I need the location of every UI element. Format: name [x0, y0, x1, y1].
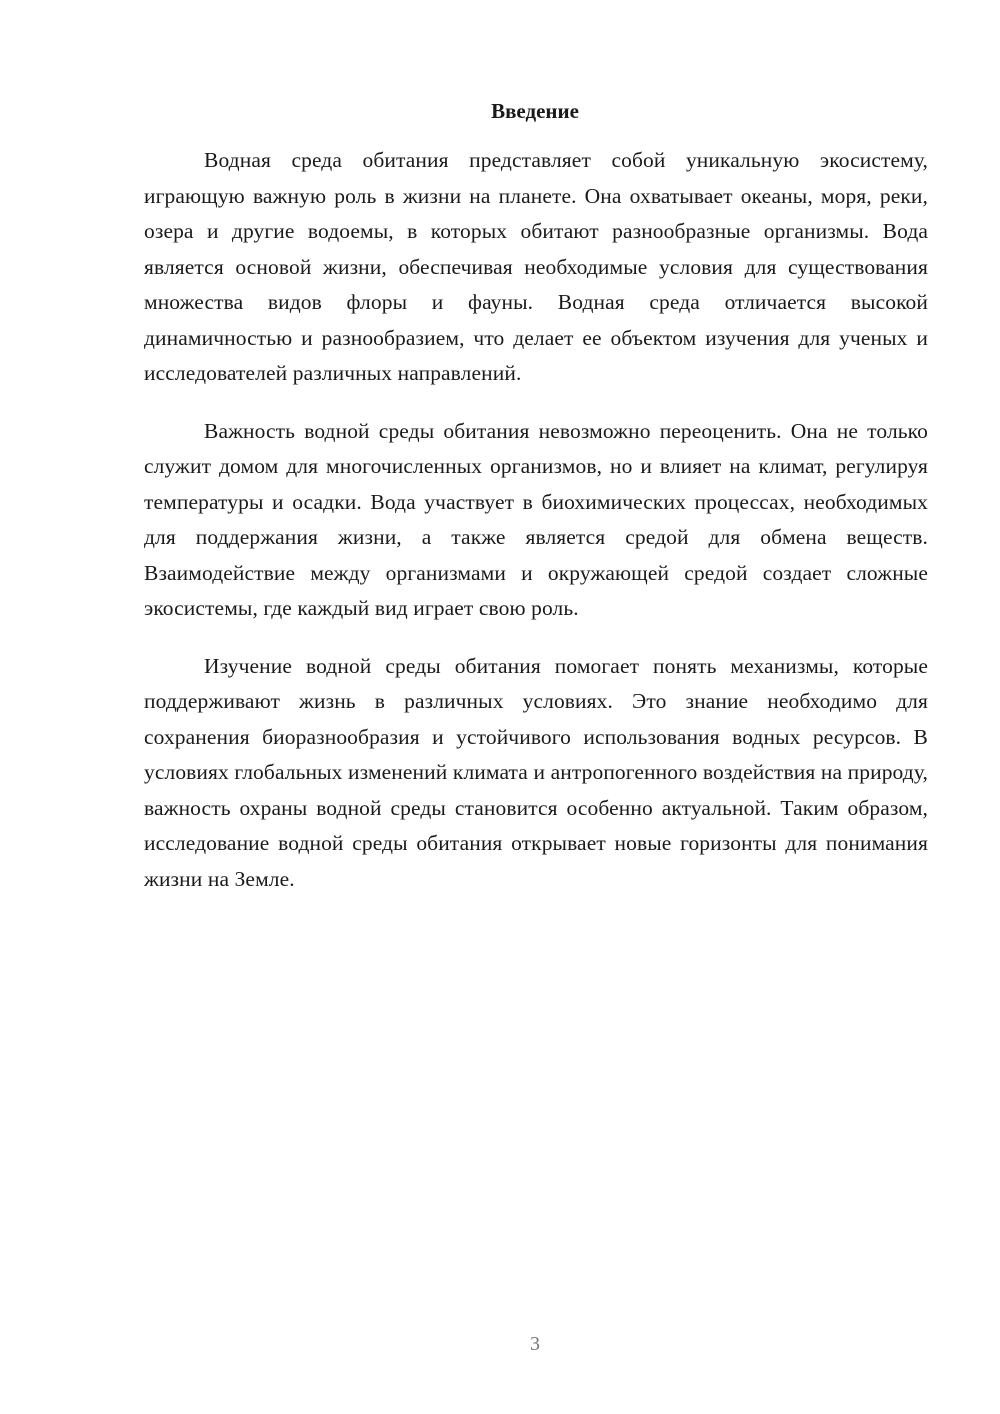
page-number: 3 — [530, 1333, 540, 1355]
paragraph-1: Водная среда обитания представляет собой уникальную экосистему, играющую важную роль в жизни на планете. Она охватывает океаны, моря, реки, озера и другие водоемы, в которых обитают разнообразные организмы. Вода является основой жизни, обеспечивая необходимые условия для существования множества видов флоры и фауны. Водная среда отличается высокой динамичностью и разнообразием, что делает ее объектом изучения для ученых и исследователей различных направлений. — [144, 148, 928, 385]
body-text — [144, 143, 928, 919]
paragraph-3: Изучение водной среды обитания помогает понять механизмы, которые поддерживают жизнь в различных условиях. Это знание необходимо для сохранения биоразнообразия и устойчивого использования водных ресурсов. В условиях глобальных изменений климата и антропогенного воздействия на природу, важность охраны водной среды становится особенно актуальной. Таким образом, исследование водной среды обитания открывает новые горизонты для понимания жизни на Земле. — [144, 653, 928, 891]
section-title: Введение — [491, 99, 579, 123]
paragraph-2: Важность водной среды обитания невозможно переоценить. Она не только служит домом для многочисленных организмов, но и влияет на климат, регулируя температуры и осадки. Вода участвует в биохимических процессах, необходимых для поддержания жизни, а также является средой для обмена веществ. Взаимодействие между организмами и окружающей средой создает сложные экосистемы, где каждый вид играет свою роль. — [144, 418, 928, 620]
